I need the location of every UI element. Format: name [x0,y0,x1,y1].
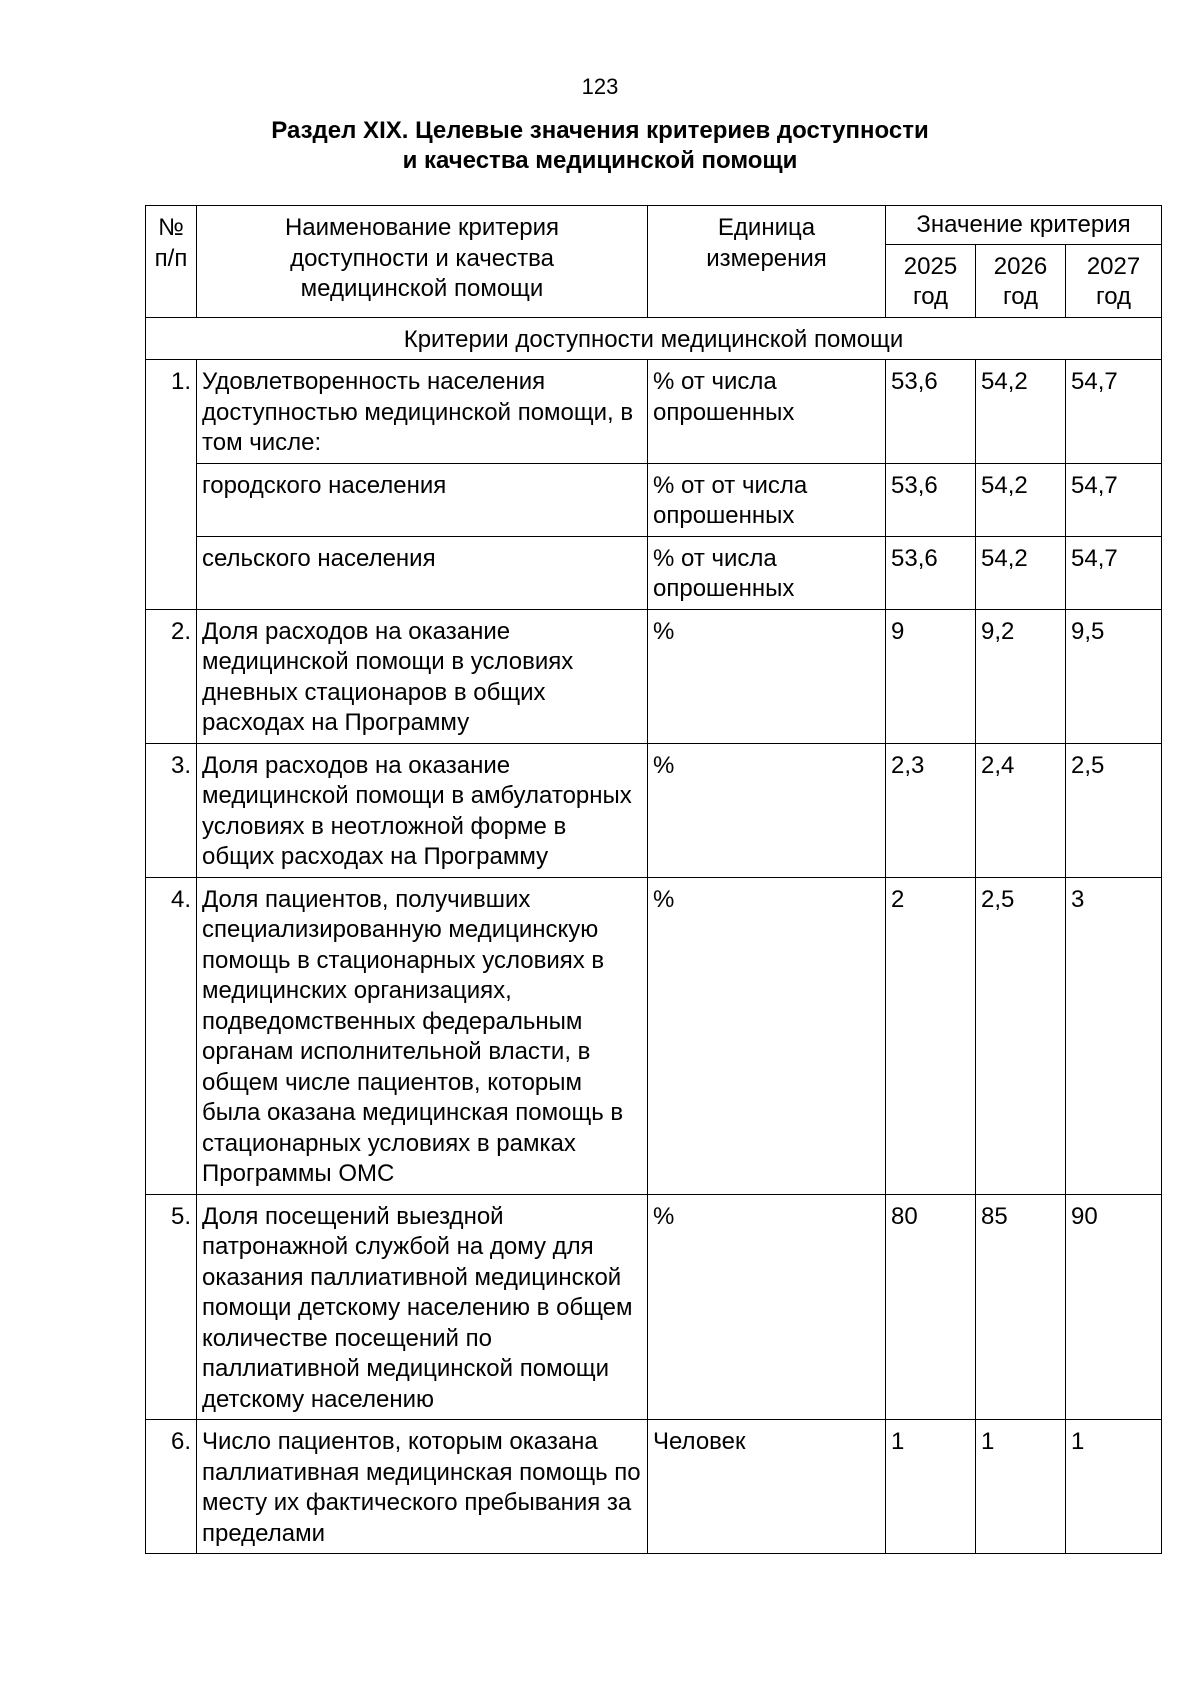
row-name: Доля расходов на оказание медицинской помощи в условиях дневных стационаров в общих расходах на Программу [197,609,648,743]
row-value-2027: 90 [1066,1194,1162,1420]
row-num: 6. [146,1420,197,1554]
row-value-2026: 54,2 [976,463,1066,536]
row-value-2026: 9,2 [976,609,1066,743]
row-value-2025: 2,3 [886,743,976,877]
row-unit: % от от числа опрошенных [648,463,886,536]
section-row-title: Критерии доступности медицинской помощи [146,317,1162,360]
section-row [146,317,1162,360]
table-row [146,743,1162,877]
row-value-2027: 54,7 [1066,360,1162,464]
row-unit: % [648,609,886,743]
row-unit: % от числа опрошенных [648,360,886,464]
row-num [146,463,197,536]
header-year-2025: 2025 год [886,244,976,317]
table-row [146,1420,1162,1554]
row-value-2027: 1 [1066,1420,1162,1554]
section-title-line-1: Раздел XIX. Целевые значения критериев доступности [271,117,929,144]
row-num: 4. [146,877,197,1194]
table-row [146,1194,1162,1420]
row-value-2027: 9,5 [1066,609,1162,743]
table-row [146,877,1162,1194]
header-row [146,206,1162,245]
table-row [146,360,1162,464]
row-value-2025: 1 [886,1420,976,1554]
row-name: сельского населения [197,536,648,609]
section-title [0,116,1200,176]
row-value-2026: 1 [976,1420,1066,1554]
row-value-2026: 54,2 [976,536,1066,609]
row-unit: % от числа опрошенных [648,536,886,609]
row-value-2027: 54,7 [1066,463,1162,536]
row-value-2025: 53,6 [886,463,976,536]
page-number: 123 [581,74,619,99]
header-num: № п/п [146,206,197,318]
row-value-2025: 53,6 [886,360,976,464]
row-num: 2. [146,609,197,743]
header-year-2026: 2026 год [976,244,1066,317]
row-num: 1. [146,360,197,464]
table-row [146,536,1162,609]
row-num [146,536,197,609]
section-title-line-2: и качества медицинской помощи [402,147,798,174]
header-unit: Единица измерения [648,206,886,318]
row-name: городского населения [197,463,648,536]
row-name: Удовлетворенность населения доступностью медицинской помощи, в том числе: [197,360,648,464]
row-name: Число пациентов, которым оказана паллиативная медицинская помощь по месту их фактического пребывания за пределами [197,1420,648,1554]
header-value-group: Значение критерия [886,206,1162,245]
row-value-2025: 53,6 [886,536,976,609]
row-value-2025: 2 [886,877,976,1194]
row-value-2025: 80 [886,1194,976,1420]
row-unit: Человек [648,1420,886,1554]
row-value-2027: 54,7 [1066,536,1162,609]
row-value-2025: 9 [886,609,976,743]
row-value-2027: 3 [1066,877,1162,1194]
header-name: Наименование критерия доступности и качества медицинской помощи [197,206,648,318]
table-row [146,463,1162,536]
criteria-table [145,205,1162,1554]
row-value-2026: 85 [976,1194,1066,1420]
row-unit: % [648,1194,886,1420]
row-name: Доля посещений выездной патронажной службой на дому для оказания паллиативной медицинской помощи детскому населению в общем количестве посещений по паллиативной медицинской помощи детскому населению [197,1194,648,1420]
row-name: Доля расходов на оказание медицинской помощи в амбулаторных условиях в неотложной форме в общих расходах на Программу [197,743,648,877]
row-num: 5. [146,1194,197,1420]
header-year-2027: 2027 год [1066,244,1162,317]
row-unit: % [648,743,886,877]
row-value-2026: 54,2 [976,360,1066,464]
row-value-2026: 2,5 [976,877,1066,1194]
row-unit: % [648,877,886,1194]
row-num: 3. [146,743,197,877]
row-value-2026: 2,4 [976,743,1066,877]
row-value-2027: 2,5 [1066,743,1162,877]
row-name: Доля пациентов, получивших специализированную медицинскую помощь в стационарных условиях в медицинских организациях, подведомственных федеральным органам исполнительной власти, в общем числе пациентов, которым была оказана медицинская помощь в стационарных условиях в рамках Программы ОМС [197,877,648,1194]
table-row [146,609,1162,743]
